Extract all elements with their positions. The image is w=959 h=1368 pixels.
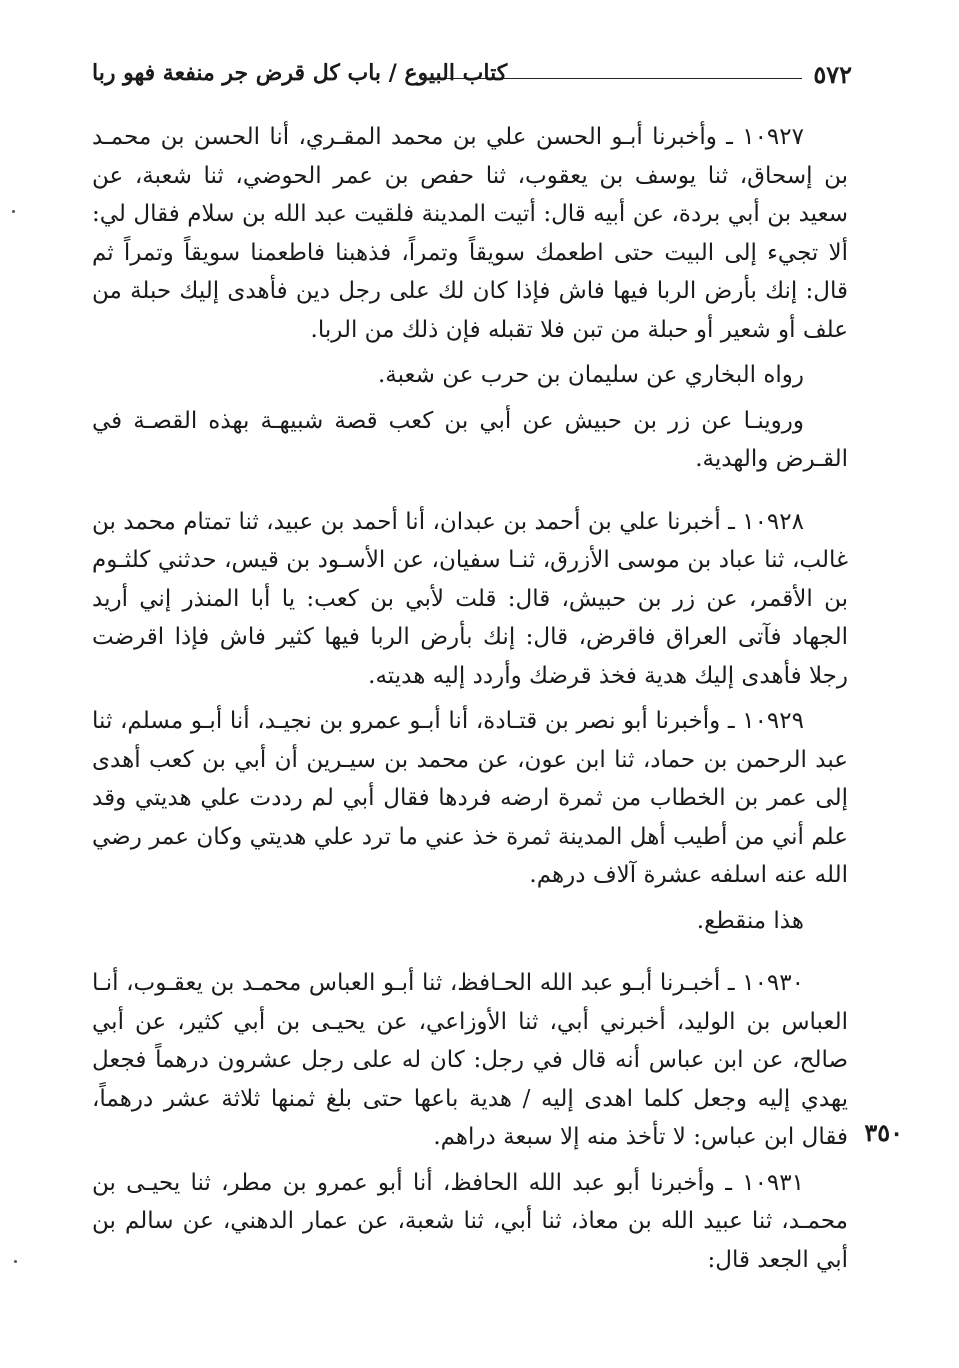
body-text bbox=[92, 118, 848, 1286]
margin-page-reference: ٣٥٠ bbox=[864, 1118, 903, 1147]
hadith-10931: ١٠٩٣١ ـ وأخبرنا أبو عبد الله الحافظ، أنا أبو عمرو بن مطر، ثنا يحيـى بن محمـد، ثنا عبيد الله بن معاذ، ثنا أبي، ثنا شعبة، عن عمار الدهني، عن سالم بن أبي الجعد قال: bbox=[92, 1169, 848, 1273]
hadith-10927: ١٠٩٢٧ ـ وأخبرنا أبـو الحسن علي بن محمد المقـري، أنا الحسن بن محمـد بن إسحاق، ثنا يوسف بن يعقوب، ثنا حفص بن عمر الحوضي، ثنا شعبة، عن سعيد بن أبي بردة، عن أبيه قال: أتيت المدينة فلقيت عبد الله بن سلام فقال لي: ألا تجيء إلى البيت حتى اطعمك سويقاً وتمراً، فذهبنا فاطعمنا سويقاً وتمراً ثم قال: إنك بأرض الربا فيها فاش فإذا كان لك على رجل دين فأهدى إليك حبلة من علف أو شعير أو حبلة من تبن فلا تقبله فإن ذلك من الربا. bbox=[92, 124, 848, 343]
note-bukhari: رواه البخاري عن سليمان بن حرب عن شعبة. bbox=[377, 362, 804, 388]
page-header bbox=[92, 56, 852, 96]
scan-speck bbox=[14, 1260, 17, 1263]
running-title: كتاب البيوع / باب كل قرض جر منفعة فهو ربا bbox=[92, 60, 508, 86]
hadith-10929: ١٠٩٢٩ ـ وأخبرنا أبو نصر بن قتـادة، أنا أبـو عمرو بن نجيـد، أنا أبـو مسلم، ثنا عبد الرحمن بن حماد، ثنا ابن عون، عن محمد بن سيـرين أن أبي بن كعب أهدى إلى عمر بن الخطاب من ثمرة ارضه فردها فقال أبي لم رددت علي هديتي وقد علم أني من أطيب أهل المدينة ثمرة خذ عني ما ترد علي هديتي وكان عمر رضي الله عنه اسلفه عشرة آلاف درهم. bbox=[92, 708, 848, 888]
scan-speck bbox=[12, 210, 15, 213]
hadith-10928: ١٠٩٢٨ ـ أخبرنا علي بن أحمد بن عبدان، أنا أحمد بن عبيد، ثنا تمتام محمد بن غالب، ثنا عباد بن موسى الأزرق، ثنـا سفيان، عن الأسـود بن قيس، حدثني كلثـوم بن الأقمر، عن زر بن حبيش، قال: قلت لأبي بن كعب: يا أبا المنذر إني أريد الجهاد فآتى العراق فاقرض، قال: إنك بأرض الربا فيها كثير فاش فإذا اقرضت رجلا فأهدى إليك هدية فخذ قرضك وأردد إليه هديته. bbox=[92, 508, 848, 689]
page-number: ٥٧٢ bbox=[813, 60, 852, 89]
note-zirr: وروينـا عن زر بن حبيش عن أبي بن كعب قصة شبيهـة بهذه القصـة في القـرض والهدية. bbox=[92, 407, 848, 472]
note-munqati: هذا منقطع. bbox=[696, 907, 804, 934]
hadith-10930: ١٠٩٣٠ ـ أخبـرنا أبـو عبد الله الحـافظ، ثنا أبـو العباس محمـد بن يعقـوب، أنـا العباس بن الوليد، أخبرني أبي، ثنا الأوزاعي، عن يحيـى بن أبي كثير، عن أبي صالح، عن ابن عباس أنه قال في رجل: كان له على رجل عشرون درهماً فجعل يهدي إليه وجعل كلما اهدى إليه / هدية باعها حتى بلغ ثمنها ثلاثة عشر درهماً، فقال ابن عباس: لا تأخذ منه إلا سبعة دراهم. bbox=[92, 970, 848, 1150]
